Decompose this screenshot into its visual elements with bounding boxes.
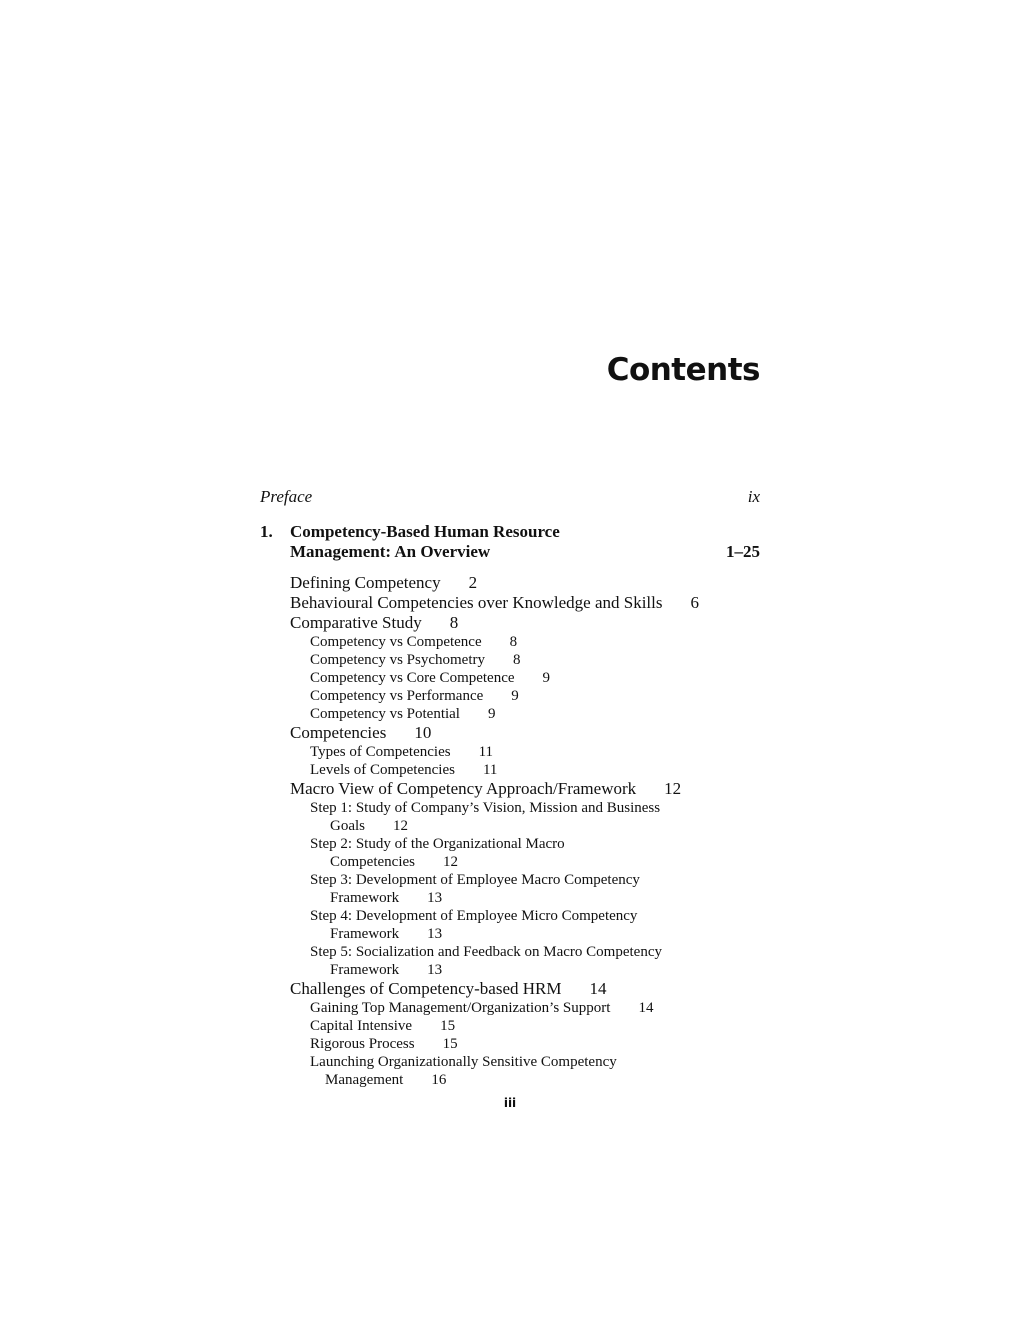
- toc-entry-title: Levels of Competencies: [310, 762, 455, 778]
- toc-entry-title-continued: Framework: [330, 890, 400, 906]
- toc-preface-row[interactable]: [260, 487, 760, 507]
- toc-entry-page: 12: [393, 818, 408, 834]
- toc-entry-title: Defining Competency: [290, 573, 441, 592]
- toc-entry-title: Step 2: Study of the Organizational Macro: [310, 836, 565, 852]
- toc-entry-title: Competencies: [290, 723, 387, 742]
- toc-preface-label: Preface: [260, 487, 313, 506]
- toc-entry-page: 15: [440, 1018, 456, 1034]
- toc-subsection-entry[interactable]: [310, 761, 760, 779]
- toc-entry-title-continued: Framework: [330, 926, 400, 942]
- toc-entry-title: Comparative Study: [290, 613, 422, 632]
- chapter-title-line-1: Competency-Based Human Resource: [290, 522, 560, 541]
- toc-entry-page: 8: [512, 652, 521, 668]
- toc-entry-title: Step 1: Study of Company’s Vision, Mission and Business: [310, 800, 661, 816]
- chapter-title: [290, 522, 690, 562]
- toc-subsection-entry[interactable]: [310, 1035, 760, 1053]
- page-folio: iii: [503, 1096, 517, 1110]
- toc-entry-page: 11: [482, 762, 498, 778]
- toc-section-entry[interactable]: [290, 723, 760, 743]
- chapter-number: 1.: [260, 522, 273, 541]
- toc-entry-page: 14: [638, 1000, 654, 1016]
- toc-section-entry[interactable]: [290, 573, 760, 593]
- toc-subsection-entry[interactable]: [310, 999, 760, 1017]
- toc-entry-continuation: [310, 817, 760, 835]
- toc-entry-title: Competency vs Core Competence: [310, 670, 515, 686]
- toc-subsection-entry[interactable]: [310, 633, 760, 651]
- toc-entry-title-continued: Goals: [330, 818, 365, 834]
- toc-entry-title: Step 4: Development of Employee Micro Competency: [310, 908, 638, 924]
- toc-section-entry[interactable]: [290, 613, 760, 633]
- toc-entry-title: Step 3: Development of Employee Macro Competency: [310, 872, 640, 888]
- toc-entry-title: Capital Intensive: [310, 1018, 413, 1034]
- toc-entry-continuation: [310, 889, 760, 907]
- toc-entry-title: Macro View of Competency Approach/Framework: [290, 779, 637, 798]
- toc-subsection-entry[interactable]: [310, 835, 760, 871]
- toc-entry-page: 12: [664, 779, 682, 798]
- toc-subsection-entry[interactable]: [310, 799, 760, 835]
- toc-entry-page: 10: [414, 723, 432, 742]
- toc-entry-title: Behavioural Competencies over Knowledge and Skills: [290, 593, 663, 612]
- toc-section-entry[interactable]: [290, 779, 760, 799]
- toc-entry-continuation: [310, 925, 760, 943]
- toc-preface-page: ix: [747, 487, 760, 506]
- toc-entry-page: 8: [509, 634, 518, 650]
- toc-entry-title: Challenges of Competency-based HRM: [290, 979, 562, 998]
- toc-entry-page: 13: [427, 890, 443, 906]
- chapter-page-range: 1–25: [726, 542, 760, 561]
- toc-entry-page: 13: [427, 962, 443, 978]
- toc-entry-title: Competency vs Competence: [310, 634, 482, 650]
- toc-subsection-entry[interactable]: [310, 669, 760, 687]
- toc-entry-page: 11: [478, 744, 494, 760]
- toc-section-entry[interactable]: [290, 979, 760, 999]
- toc-entry-title: Types of Competencies: [310, 744, 451, 760]
- toc-entry-title-continued: Framework: [330, 962, 400, 978]
- toc-entry-page: 6: [690, 593, 699, 612]
- toc-subsection-entry[interactable]: [310, 907, 760, 943]
- toc-entry-title: Gaining Top Management/Organization’s Support: [310, 1000, 611, 1016]
- toc-entry-title-continued: Management: [325, 1072, 404, 1088]
- toc-section-entry[interactable]: [290, 593, 760, 613]
- toc-subsection-entry[interactable]: [310, 743, 760, 761]
- toc-subsection-entry[interactable]: [310, 651, 760, 669]
- toc-entry-page: 16: [431, 1072, 447, 1088]
- toc-entries: [290, 573, 760, 1089]
- toc-entry-page: 9: [511, 688, 519, 704]
- toc-subsection-entry[interactable]: [310, 943, 760, 979]
- toc-subsection-entry[interactable]: [310, 1053, 760, 1089]
- toc-entry-continuation: [310, 1071, 760, 1089]
- toc-entry-page: 9: [542, 670, 551, 686]
- toc-entry-page: 9: [487, 706, 496, 722]
- toc-entry-title-continued: Competencies: [330, 854, 415, 870]
- toc-subsection-entry[interactable]: [310, 705, 760, 723]
- toc-subsection-entry[interactable]: [310, 1017, 760, 1035]
- toc-entry-title: Step 5: Socialization and Feedback on Macro Competency: [310, 944, 662, 960]
- toc-subsection-entry[interactable]: [310, 687, 760, 705]
- toc-entry-title: Competency vs Performance: [310, 688, 484, 704]
- toc-entry-page: 13: [427, 926, 443, 942]
- toc-entry-page: 14: [589, 979, 607, 998]
- toc-subsection-entry[interactable]: [310, 871, 760, 907]
- toc-entry-continuation: [310, 853, 760, 871]
- toc-entry-title: Rigorous Process: [310, 1036, 415, 1052]
- toc-entry-page: 12: [442, 854, 458, 870]
- toc-entry-title: Launching Organizationally Sensitive Competency: [310, 1054, 617, 1070]
- toc-entry-title: Competency vs Psychometry: [310, 652, 485, 668]
- toc-entry-continuation: [310, 961, 760, 979]
- page-title: Contents: [606, 352, 760, 388]
- toc-entry-page: 2: [468, 573, 478, 592]
- chapter-title-line-2: Management: An Overview: [290, 542, 491, 561]
- toc-entry-page: 8: [449, 613, 459, 632]
- toc-entry-page: 15: [442, 1036, 458, 1052]
- toc-entry-title: Competency vs Potential: [310, 706, 460, 722]
